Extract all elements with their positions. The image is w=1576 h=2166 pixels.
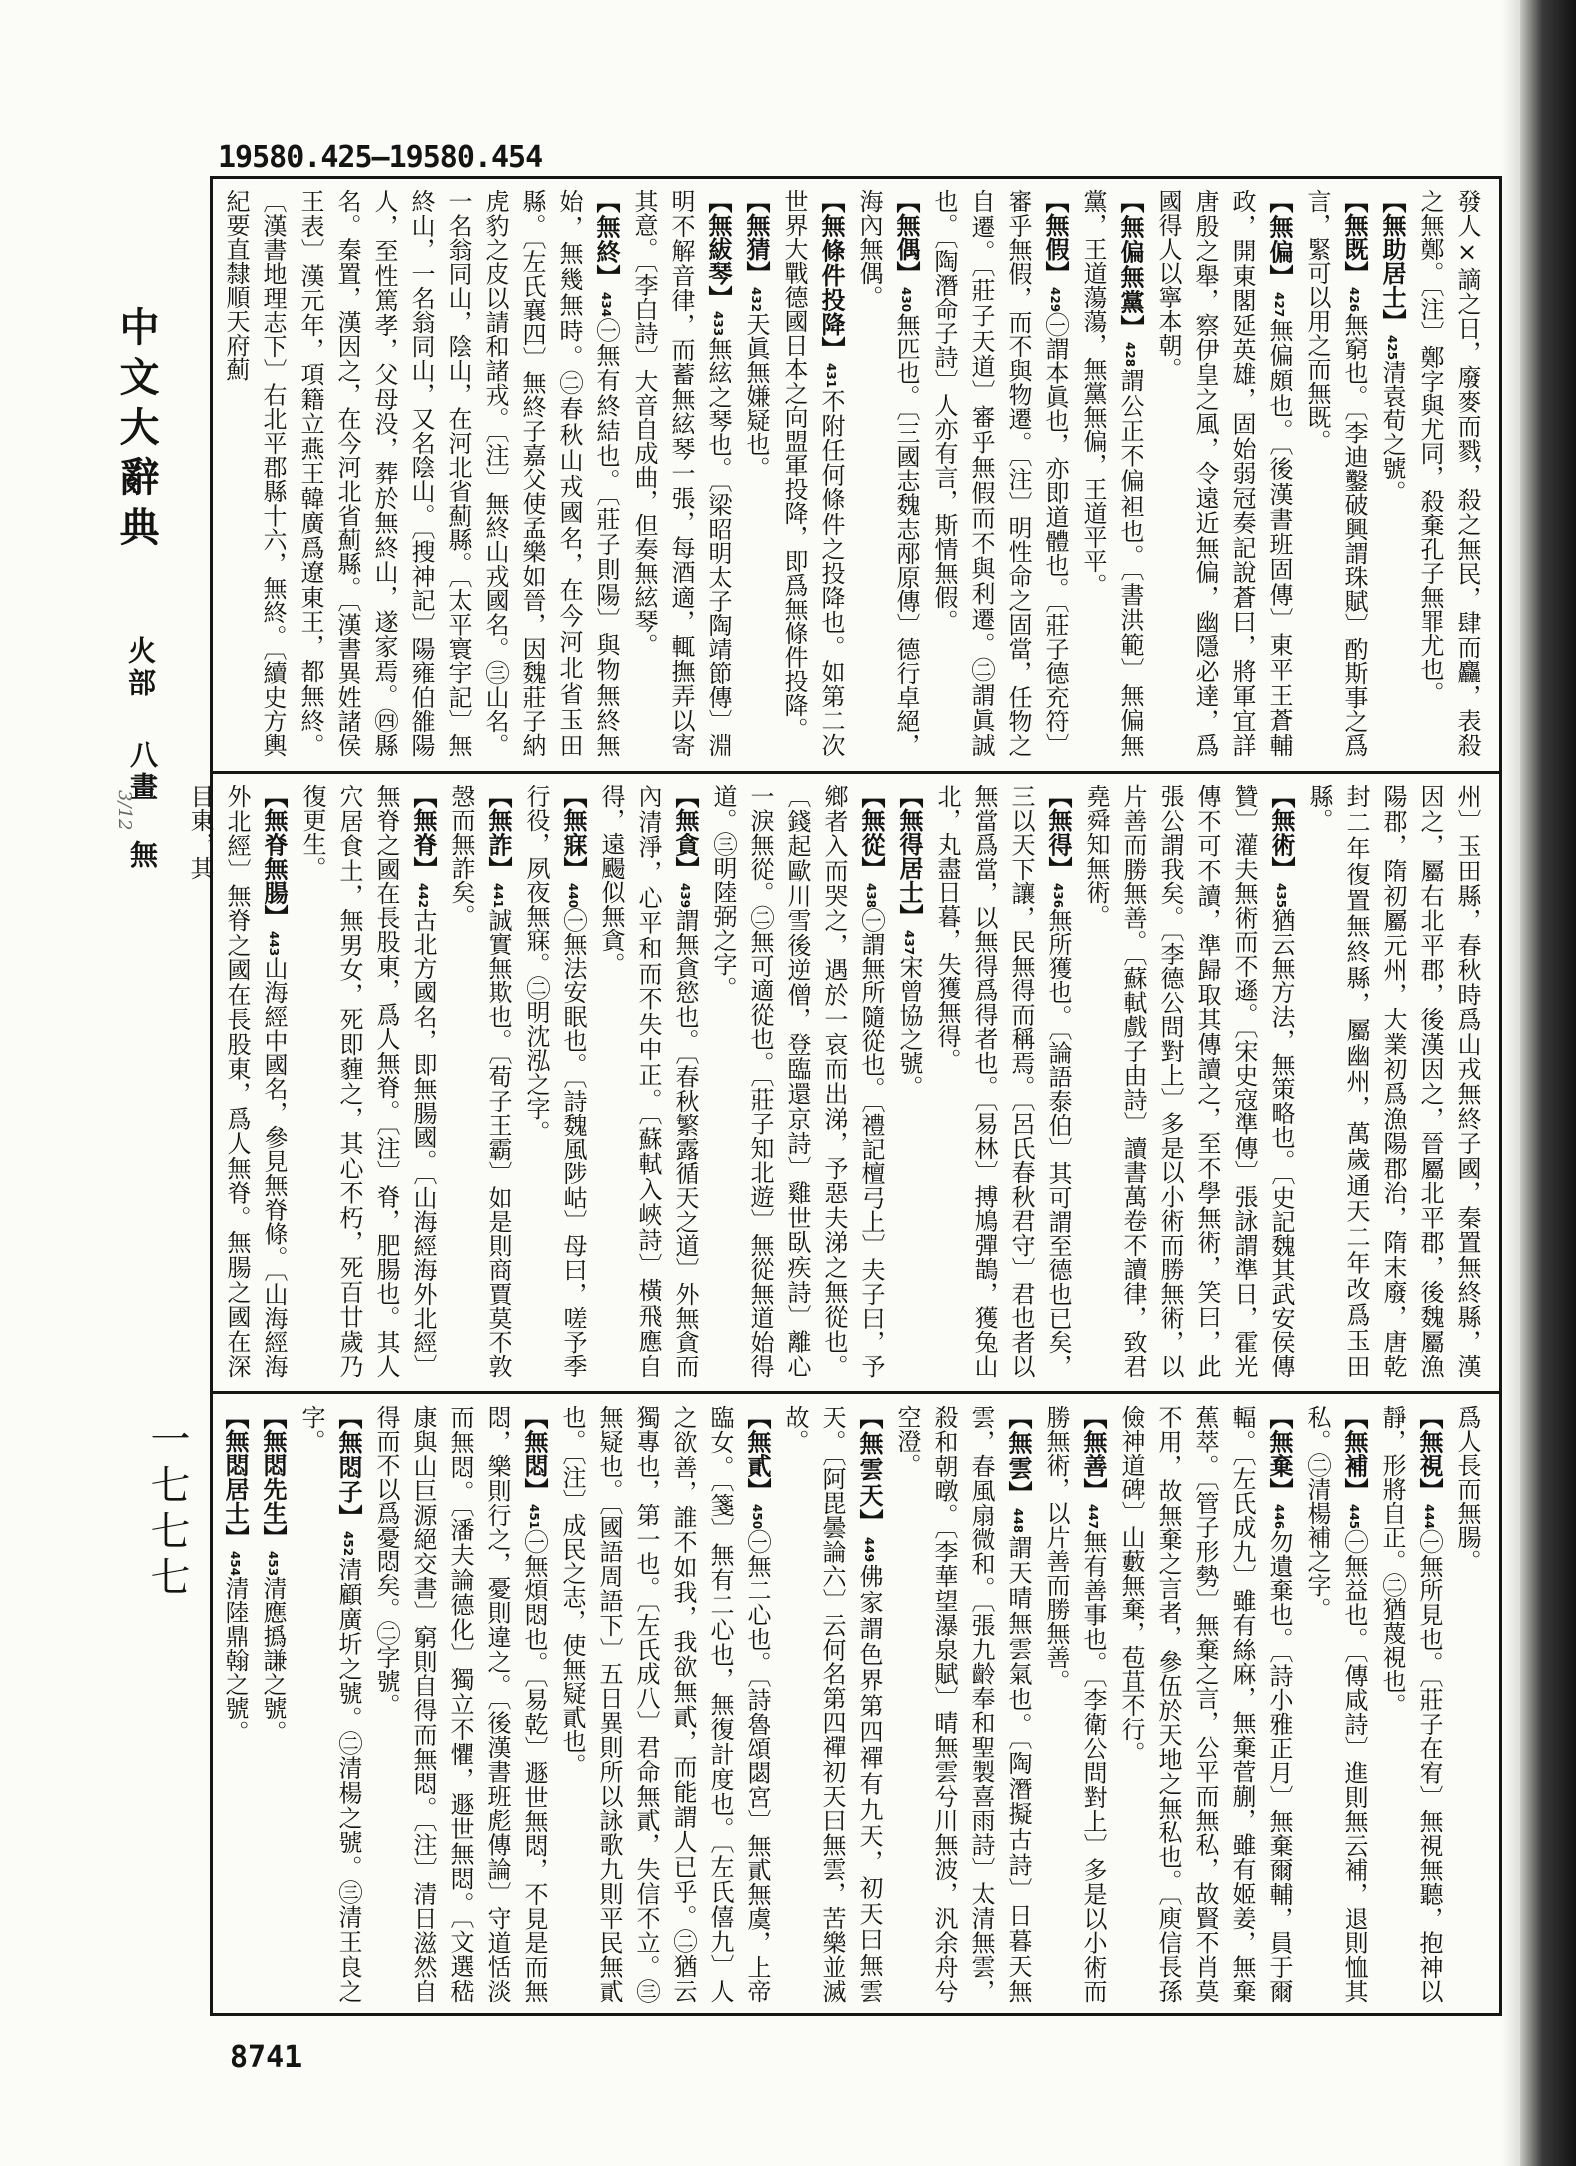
entry-definition: 無匹也。〔三國志魏志邴原傳〕德行卓絕，海內無偶。 [855,189,920,758]
entry-number: 429 [1048,287,1062,313]
text-band-top [213,179,1499,767]
dictionary-entry [553,1405,776,2003]
entry-number: 452 [341,1531,355,1557]
entry-definition: 清顧廣圻之號。㊁清楊之號。㊂清王良之字。 [297,1405,362,2004]
entry-definition: 天眞無嫌疑也。 [742,312,770,481]
entry-headword: 【無脊】 [409,784,438,881]
entry-number: 448 [1011,1508,1025,1534]
dictionary-entry [1373,1405,1448,2003]
entry-headword: 【無猜】 [742,189,771,285]
entry-headword: 【無悶子】 [334,1405,363,1530]
entry-definition: 爲人長而無腸。 [1453,1405,1481,1573]
dictionary-entry [1074,189,1149,757]
entry-definition: 無有善事也。〔李衛公問對上〕多是以小術而勝無術，以片善而勝無善。 [1042,1405,1107,2003]
entry-headword: 【無脊無腸】 [260,784,289,929]
dictionary-entry [367,1405,553,2003]
entry-definition: 誠實無欺也。〔荀子王霸〕如是則商賈莫不敦愨而無詐矣。 [447,784,512,1379]
dictionary-entry [1298,189,1373,757]
entry-definition: ㊀無二心也。〔詩魯頌閟宮〕無貳無虞，上帝臨女。〔箋〕無有二心也，無復計度也。〔左氏僖九〕人之欲善，誰不如我，我欲無貳，而能謂人已乎。㊁猶云獨專也，第一也。〔左氏成八〕君命無貳，失信不立。㊂無疑也。〔國語周語下〕五日異則所以詠歌九則平民無貳也。〔注〕成民之志，使無疑貳也。 [558,1405,771,2003]
entry-headword: 【無偏】 [1265,189,1294,290]
entry-definition: ㊀謂本眞也，亦即道體也。〔莊子德充符〕審乎無假，而不與物遷。〔注〕明性命之固當，任物之自遷。〔莊子天道〕審乎無假而不與利遷。㊁謂眞誠也。〔陶潛命子詩〕人亦有言，斯情無假。 [930,189,1069,758]
entry-definition: 州〕玉田縣，春秋時爲山戎無終子國，秦置無終縣，漢因之，屬右北平郡，後漢因之，晉屬北平郡，後魏屬漁陽郡，隋初屬元州，大業初爲漁陽郡治，隋末廢，唐乾封二年復置無終縣，屬幽州，萬歲通天二年改爲玉田縣。 [1305,784,1481,1378]
stroke-count: 八畫 [126,740,159,804]
dictionary-entry [625,189,737,757]
entry-number: 437 [902,930,916,956]
entry-definition: ㊀無益也。〔傳咸詩〕進則無云補，退則恤其私。㊁清楊補之字。 [1303,1405,1368,2003]
entry-headword: 【無偏無黨】 [1116,189,1145,340]
entry-headword: 【無條件投降】 [817,189,846,362]
entry-headword: 【無視】 [1415,1405,1444,1503]
entry-headword: 【無悶】 [520,1405,549,1503]
entry-headword: 【無詐】 [484,784,513,881]
entry-number: 425 [1385,335,1399,361]
dictionary-entry [776,1405,888,2003]
dictionary-entry [217,189,625,757]
dictionary-entry [775,189,850,757]
dictionary-entry [704,784,890,1378]
entry-range-header: 19580.425—19580.454 [218,140,543,175]
entry-definition: 謂天晴無雲氣也。〔陶潛擬古詩〕日暮天無雲，春風扇微和。〔張九齡奉和聖製喜雨詩〕太清無雲，殺和朝暾。〔李華望瀑泉賦〕晴無雲兮川無波，汎余舟兮空澄。 [893,1405,1032,2004]
entry-definition: 清陸鼎翰之號。 [221,1576,249,1745]
entry-number: 442 [416,882,430,908]
entry-definition: 無偏頗也。〔後漢書班固傳〕東平王蒼輔政，開東閣延英雄，固始弱冠奏記說蒼曰，將軍宜詳唐殷之舉，察伊皇之風，令遠近無偏，幽隱必達，爲國得人以寧本朝。 [1154,189,1293,758]
dictionary-entry [1037,1405,1112,2003]
entry-number: 447 [1086,1504,1100,1530]
entry-definition: 清袁荀之號。 [1378,360,1406,505]
entry-definition: ㊀無所見也。〔莊子在宥〕無視無聽，抱神以靜，形將自正。㊁猶蔑視也。 [1378,1405,1443,2003]
entry-number: 435 [1274,882,1288,908]
entry-headword: 【無既】 [1340,189,1369,286]
dictionary-entry [928,784,1077,1378]
dictionary-entry [1300,784,1485,1378]
entry-number: 445 [1347,1504,1361,1530]
entry-number: 438 [864,882,878,908]
vertical-text-columns [221,1405,1485,2004]
entry-definition: ㊀無有終結也。〔莊子則陽〕與物無終無始，無幾無時。㊁春秋山戎國名，在今河北省玉田縣。〔左氏襄四〕無終子嘉父使孟樂如晉，因魏莊子納虎豹之皮以請和諸戎。〔注〕無終山戎國名。㊂山名。一名翁同山，陰山，在河北省薊縣。〔太平寰宇記〕無終山，一名翁同山，又名陰山。〔搜神記〕陽雍伯雒陽人，至性篤孝，父母没，葬於無終山，遂家焉。㊃縣名。秦置，漢因之，在今河北省薊縣。〔漢書異姓諸侯王表〕漢元年，項籍立燕王韓廣爲遼東王，都無終。〔漢書地理志下〕右北平郡縣十六，無終。〔續史方輿紀要直隸順天府薊 [222,189,620,758]
entry-definition: 山海經中國名，參見無脊條。〔山海經海外北經〕無脊之國在長股東，爲人無脊。無腸之國在深目東，其 [186,784,288,1379]
entry-definition: 清應撝謙之號。 [259,1576,287,1745]
dictionary-entry [592,784,704,1378]
dictionary-entry [1112,1405,1298,2003]
entry-headword: 【無棄】 [1265,1405,1294,1503]
handwritten-margin-note: 3/12 [114,790,135,831]
entry-definition: 宋曾協之號。 [895,955,923,1100]
entry-number: 451 [527,1504,541,1530]
dictionary-entry [1149,189,1298,757]
entry-headword: 【無得居士】 [895,784,924,928]
entry-definition: 謂無貪慾也。〔春秋繁露循天之道〕外無貪而內清淨，心平和而不失中正。〔蘇軾入峽詩〕橫飛應自得，遠颺似無貪。 [597,784,699,1379]
entry-number: 432 [749,287,763,313]
binding-shade [1502,0,1520,2166]
entry-number: 427 [1272,291,1286,317]
entry-definition: 發人×謫之日，廢麥而戮，殺之無民，肆而麤，表殺之無鄭。〔注〕鄭字與尤同，殺棄孔子無罪尤也。 [1416,189,1481,757]
text-band-bottom [213,1395,1499,2013]
entry-definition: 無窮也。〔李迪鑿破興謂珠賦〕酌斯事之爲言，緊可以用之而無既。 [1303,189,1368,758]
entry-headword: 【無得】 [1044,784,1073,881]
entry-headword: 【無雲天】 [855,1405,884,1535]
entry-number: 443 [267,930,281,956]
entry-number: 428 [1123,341,1137,367]
dictionary-entry [293,784,442,1378]
entry-headword: 【無善】 [1079,1405,1108,1503]
page-number-cjk: 一七七七 [144,1418,190,1602]
band-divider [213,1391,1499,1394]
entry-definition: 謂公正不偏袒也。〔書洪範〕無偏無黨，王道蕩蕩，無黨無偏，王道平平。 [1079,189,1144,758]
dictionary-entry [216,1405,254,2003]
entry-headword: 【無悶居士】 [221,1405,250,1549]
entry-headword: 【無從】 [857,784,886,881]
entry-number: 431 [824,363,838,389]
entry-number: 446 [1272,1504,1286,1530]
entry-number: 439 [678,882,692,908]
entry-number: 444 [1422,1504,1436,1530]
dictionary-entry [1077,784,1300,1378]
entry-headword: 【無終】 [592,189,621,290]
entry-headword: 【無紱琴】 [704,189,733,310]
entry-headword: 【無貳】 [743,1405,772,1503]
entry-number: 436 [1051,882,1065,908]
entry-definition: 勿遺棄也。〔詩小雅正月〕無棄爾輔，員于爾輻。〔左氏成九〕雖有絲麻，無棄菅蒯，雖有姬姜，無棄蕉萃。〔管子形勢〕無棄之言，公平而無私，故賢不肖莫不用，故無棄之言者，參伍於天地之無私也。〔庾信長孫儉神道碑〕山藪無棄，苞苴不行。 [1117,1405,1293,2003]
dictionary-entry [442,784,517,1378]
dictionary-entry [517,784,592,1378]
entry-headword: 【無貪】 [671,784,700,881]
entry-definition: ㊀無煩悶也。〔易乾〕遯世無悶，不見是而無悶，樂則行之，憂則違之。〔後漢書班彪傳論〕守道恬淡而無悶。〔潘夫論德化〕獨立不懼，遯世無悶。〔文選嵇康與山巨源絕交書〕窮則自得而無悶。〔注〕清日滋然自得而不以爲憂悶矣。㊁字號。 [372,1405,548,2003]
entry-number: 434 [599,291,613,317]
entry-definition: 古北方國名，即無腸國。〔山海經海外北經〕無脊之國在長股東，爲人無脊。〔注〕脊，肥腸也。其人穴居食土，無男女，死即薶之，其心不朽，死百廿歲乃復更生。 [298,784,437,1379]
entry-headword: 【無補】 [1340,1405,1369,1503]
dictionary-entry [1298,1405,1373,2003]
vertical-text-columns [222,189,1485,758]
entry-definition: ㊀謂無所隨從也。〔禮記檀弓上〕夫子曰，予鄉者入而哭之，遇於一哀而出涕，予惡夫涕之無從也。〔錢起歐川雪後逆僧，登臨還京詩〕雞世臥疾詩〕離心一淚無從。㊁無可適從也。〔莊子知北遊〕無從無道始得道。㊂明陸弼之字。 [709,784,885,1379]
entry-headword: 【無悶先生】 [259,1405,288,1549]
dictionary-entry [254,1405,292,2003]
entry-definition: 猶云無方法，無策略也。〔史記魏其武安侯傳贊〕灌夫無術而不遜。〔宋史寇準傳〕張詠謂準日，霍光傳不可不讀，準歸取其傳讀之，至不學無術，笑曰，此張公謂我矣。〔李德公問對上〕多是以小術而勝無術，以片善而勝無善。〔蘇軾戲子由詩〕讀書萬卷不讀律，致君堯舜知無術。 [1082,784,1295,1379]
entry-number: 430 [899,287,913,313]
dictionary-entry [890,784,928,1378]
dictionary-entry [1373,189,1411,757]
book-title: 中文大辭典 [113,306,160,556]
radical-section: 火部 [124,636,157,700]
dictionary-entry [1411,189,1485,757]
entry-definition: 無絃之琴也。〔梁昭明太子陶靖節傳〕淵明不解音律，而蓄無絃琴一張，每酒適，輒撫弄以寄其意。〔李白詩〕大音自成曲，但奏無絃琴。 [630,189,732,758]
dictionary-entry [850,189,925,757]
entry-headword: 【無助居士】 [1378,189,1407,333]
page-edge-shadow [1520,0,1576,2166]
entry-number: 426 [1347,287,1361,313]
entry-number: 440 [566,882,580,908]
entry-definition: 佛家謂色界第四禪有九天，初天曰無雲天。〔阿毘曇論六〕云何名第四禪初天曰無雲，苦樂並滅故。 [781,1405,883,2004]
entry-number: 454 [228,1551,242,1577]
entry-headword: 【無寐】 [559,784,588,881]
entry-definition: 不附任何條件之投降也。如第二次世界大戰德國日本之向盟軍投降，即爲無條件投降。 [780,189,845,758]
dictionary-entry [888,1405,1037,2003]
entry-headword: 【無假】 [1041,189,1070,286]
entry-definition: ㊀無法安眠也。〔詩魏風陟岵〕母曰，嗟予季行役，夙夜無寐。㊁明沈泓之字。 [522,784,587,1379]
dictionary-entry [181,784,293,1378]
entry-number: 441 [491,882,505,908]
entry-number: 433 [711,311,725,337]
entry-headword: 【無偶】 [892,189,921,286]
entry-number: 450 [750,1504,764,1530]
dictionary-entry [292,1405,367,2003]
entry-number: 453 [266,1551,280,1577]
dictionary-entry [1448,1405,1485,2003]
entry-headword: 【無雲】 [1004,1405,1033,1507]
dictionary-entry [737,189,775,757]
dictionary-entry [925,189,1074,757]
vertical-text-columns [186,784,1485,1379]
page-code-footer: 8741 [230,2040,303,2075]
text-band-middle [186,774,1499,1388]
entry-number: 449 [862,1536,876,1562]
entry-headword: 【無術】 [1267,784,1296,881]
entry-definition: 無所獲也。〔論語泰伯〕其可謂至德也已矣，三以天下讓，民無得而稱焉。〔呂氏春秋君守〕君也者以無當爲當，以無得爲得者也。〔易林〕搏鳩彈鵲，獲兔山北，丸盡日暮，失獲無得。 [933,784,1072,1379]
head-character: 無 [126,840,159,868]
